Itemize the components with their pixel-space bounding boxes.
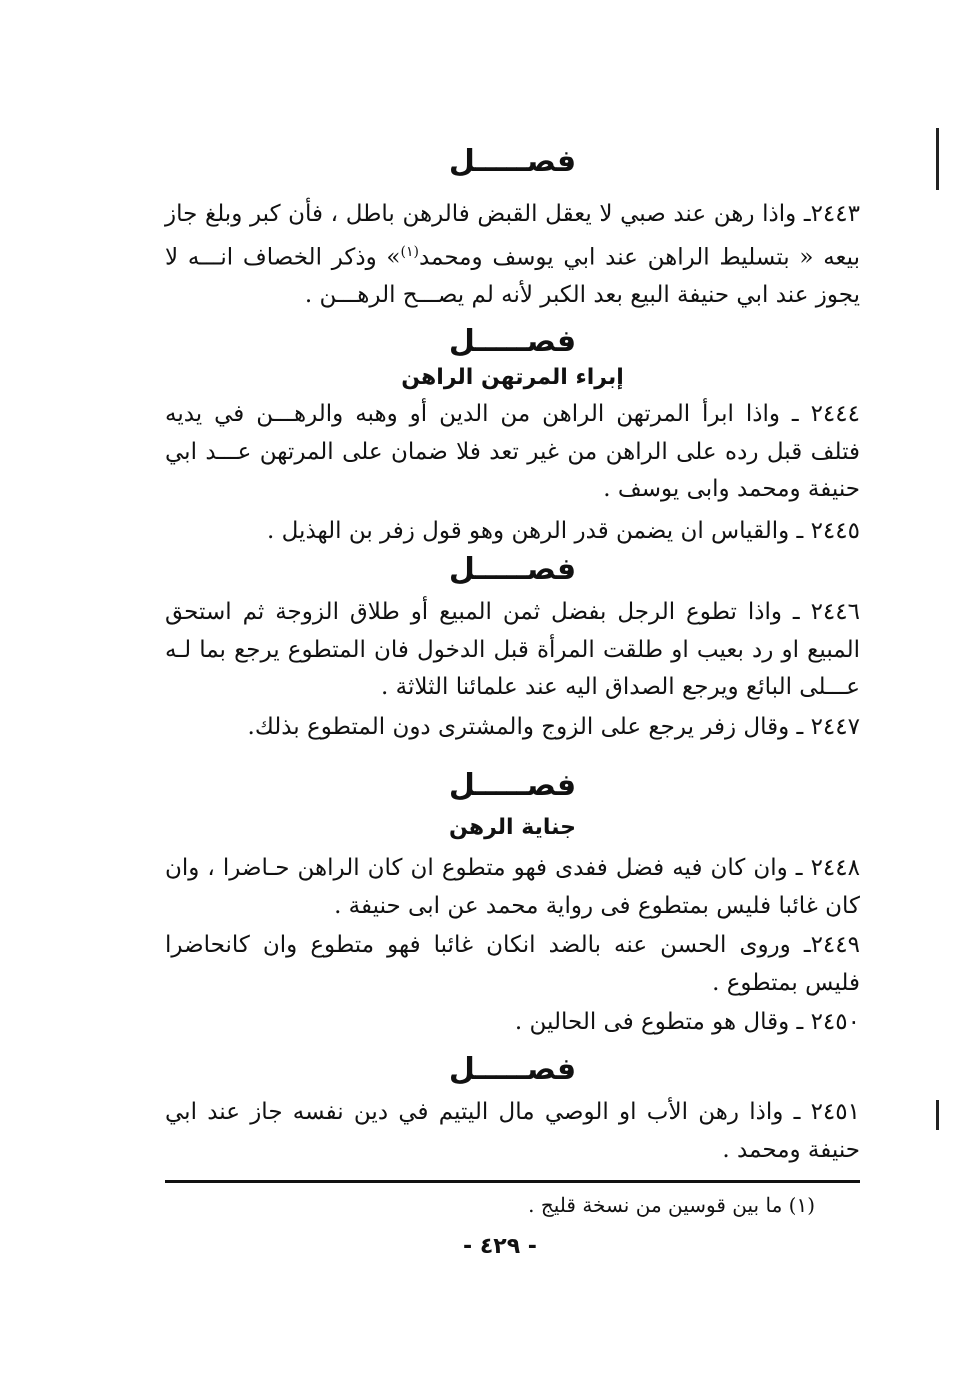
section-heading-5: فصـــــل: [448, 1052, 577, 1087]
scan-margin-mark: [936, 128, 939, 190]
section-subheading-2: إبراء المرتهن الراهن: [401, 365, 624, 390]
paragraph-2447: ٢٤٤٧ ـ وقال زفر يرجع على الزوج والمشترى دون المتطوع بذلك.: [247, 713, 860, 740]
paragraph-2451: ٢٤٥١ ـ واذا رهن الأب او الوصي مال اليتيم في دين نفسه جاز عند ابي حنيفة ومحمد .: [165, 1099, 860, 1163]
section-heading-1: فصـــــل: [448, 144, 577, 179]
section-3-body: [165, 594, 860, 746]
paragraph-2443-tail: » وذكر الخصاف انـــه لا يجوز عند ابي حنيفة البيع بعد الكبر لأنه لم يصـــح الرهـــن .: [165, 244, 860, 308]
section-1-body: [165, 196, 860, 314]
paragraph-2445: ٢٤٤٥ ـ والقياس ان يضمن قدر الرهن وهو قول زفر بن الهذيل .: [267, 517, 860, 544]
paragraph-2449: ٢٤٤٩ـ وروى الحسن عنه بالضد انكان غائبا فهو متطوع وان كانحاضرا فليس بمتطوع .: [165, 932, 860, 996]
page-number: - ٤٢٩ -: [463, 1234, 537, 1259]
section-2-body: [165, 396, 860, 550]
section-5-body: [165, 1094, 860, 1169]
paragraph-2448: ٢٤٤٨ ـ وان كان فيه فضل ففدى فهو متطوع ان كان الراهن حـاضرا ، وان كان غائبا فليس بمتطوع فى رواية محمد عن ابى حنيفة .: [165, 855, 860, 919]
scan-margin-mark: [936, 1100, 939, 1130]
paragraph-2444: ٢٤٤٤ ـ واذا ابرأ المرتهن الراهن من الدين أو وهبه والرهـــن في يديه فتلف قبل رده على الراهن من غير تعد فلا ضمان على المرتهن عـــد ابي حنيفة ومحمد وابى يوسف .: [165, 401, 860, 502]
section-subheading-4: جناية الرهن: [449, 815, 576, 840]
footnote-separator: [165, 1180, 860, 1183]
paragraph-2443-text: ٢٤٤٣ـ واذا رهن عند صبي لا يعقل القبض فالرهن باطل ، فأن كبر وبلغ جاز بيعه « بتسليط الراهن عند ابي يوسف ومحمد: [165, 201, 860, 271]
section-heading-4: فصـــــل: [448, 768, 577, 803]
paragraph-2446: ٢٤٤٦ ـ واذا تطوع الرجل بفضل ثمن المبيع أو طلاق الزوجة ثم استحق المبيع او رد بعيب او طلقت المرأة قبل الدخول فان المتطوع يرجع بما لـه عـــلى البائع ويرجع الصداق اليه عند علمائنا الثلاثة .: [165, 599, 860, 700]
paragraph-2450: ٢٤٥٠ ـ وقال هو متطوع فى الحالين .: [514, 1009, 860, 1035]
paragraph-2443: [165, 196, 860, 314]
section-heading-3: فصـــــل: [448, 552, 577, 587]
footnote: (١) ما بين قوسين من نسخة قليج .: [528, 1193, 815, 1217]
footnote-ref: (١): [400, 243, 419, 260]
section-heading-2: فصـــــل: [448, 324, 577, 359]
section-4-body: [165, 850, 860, 1042]
